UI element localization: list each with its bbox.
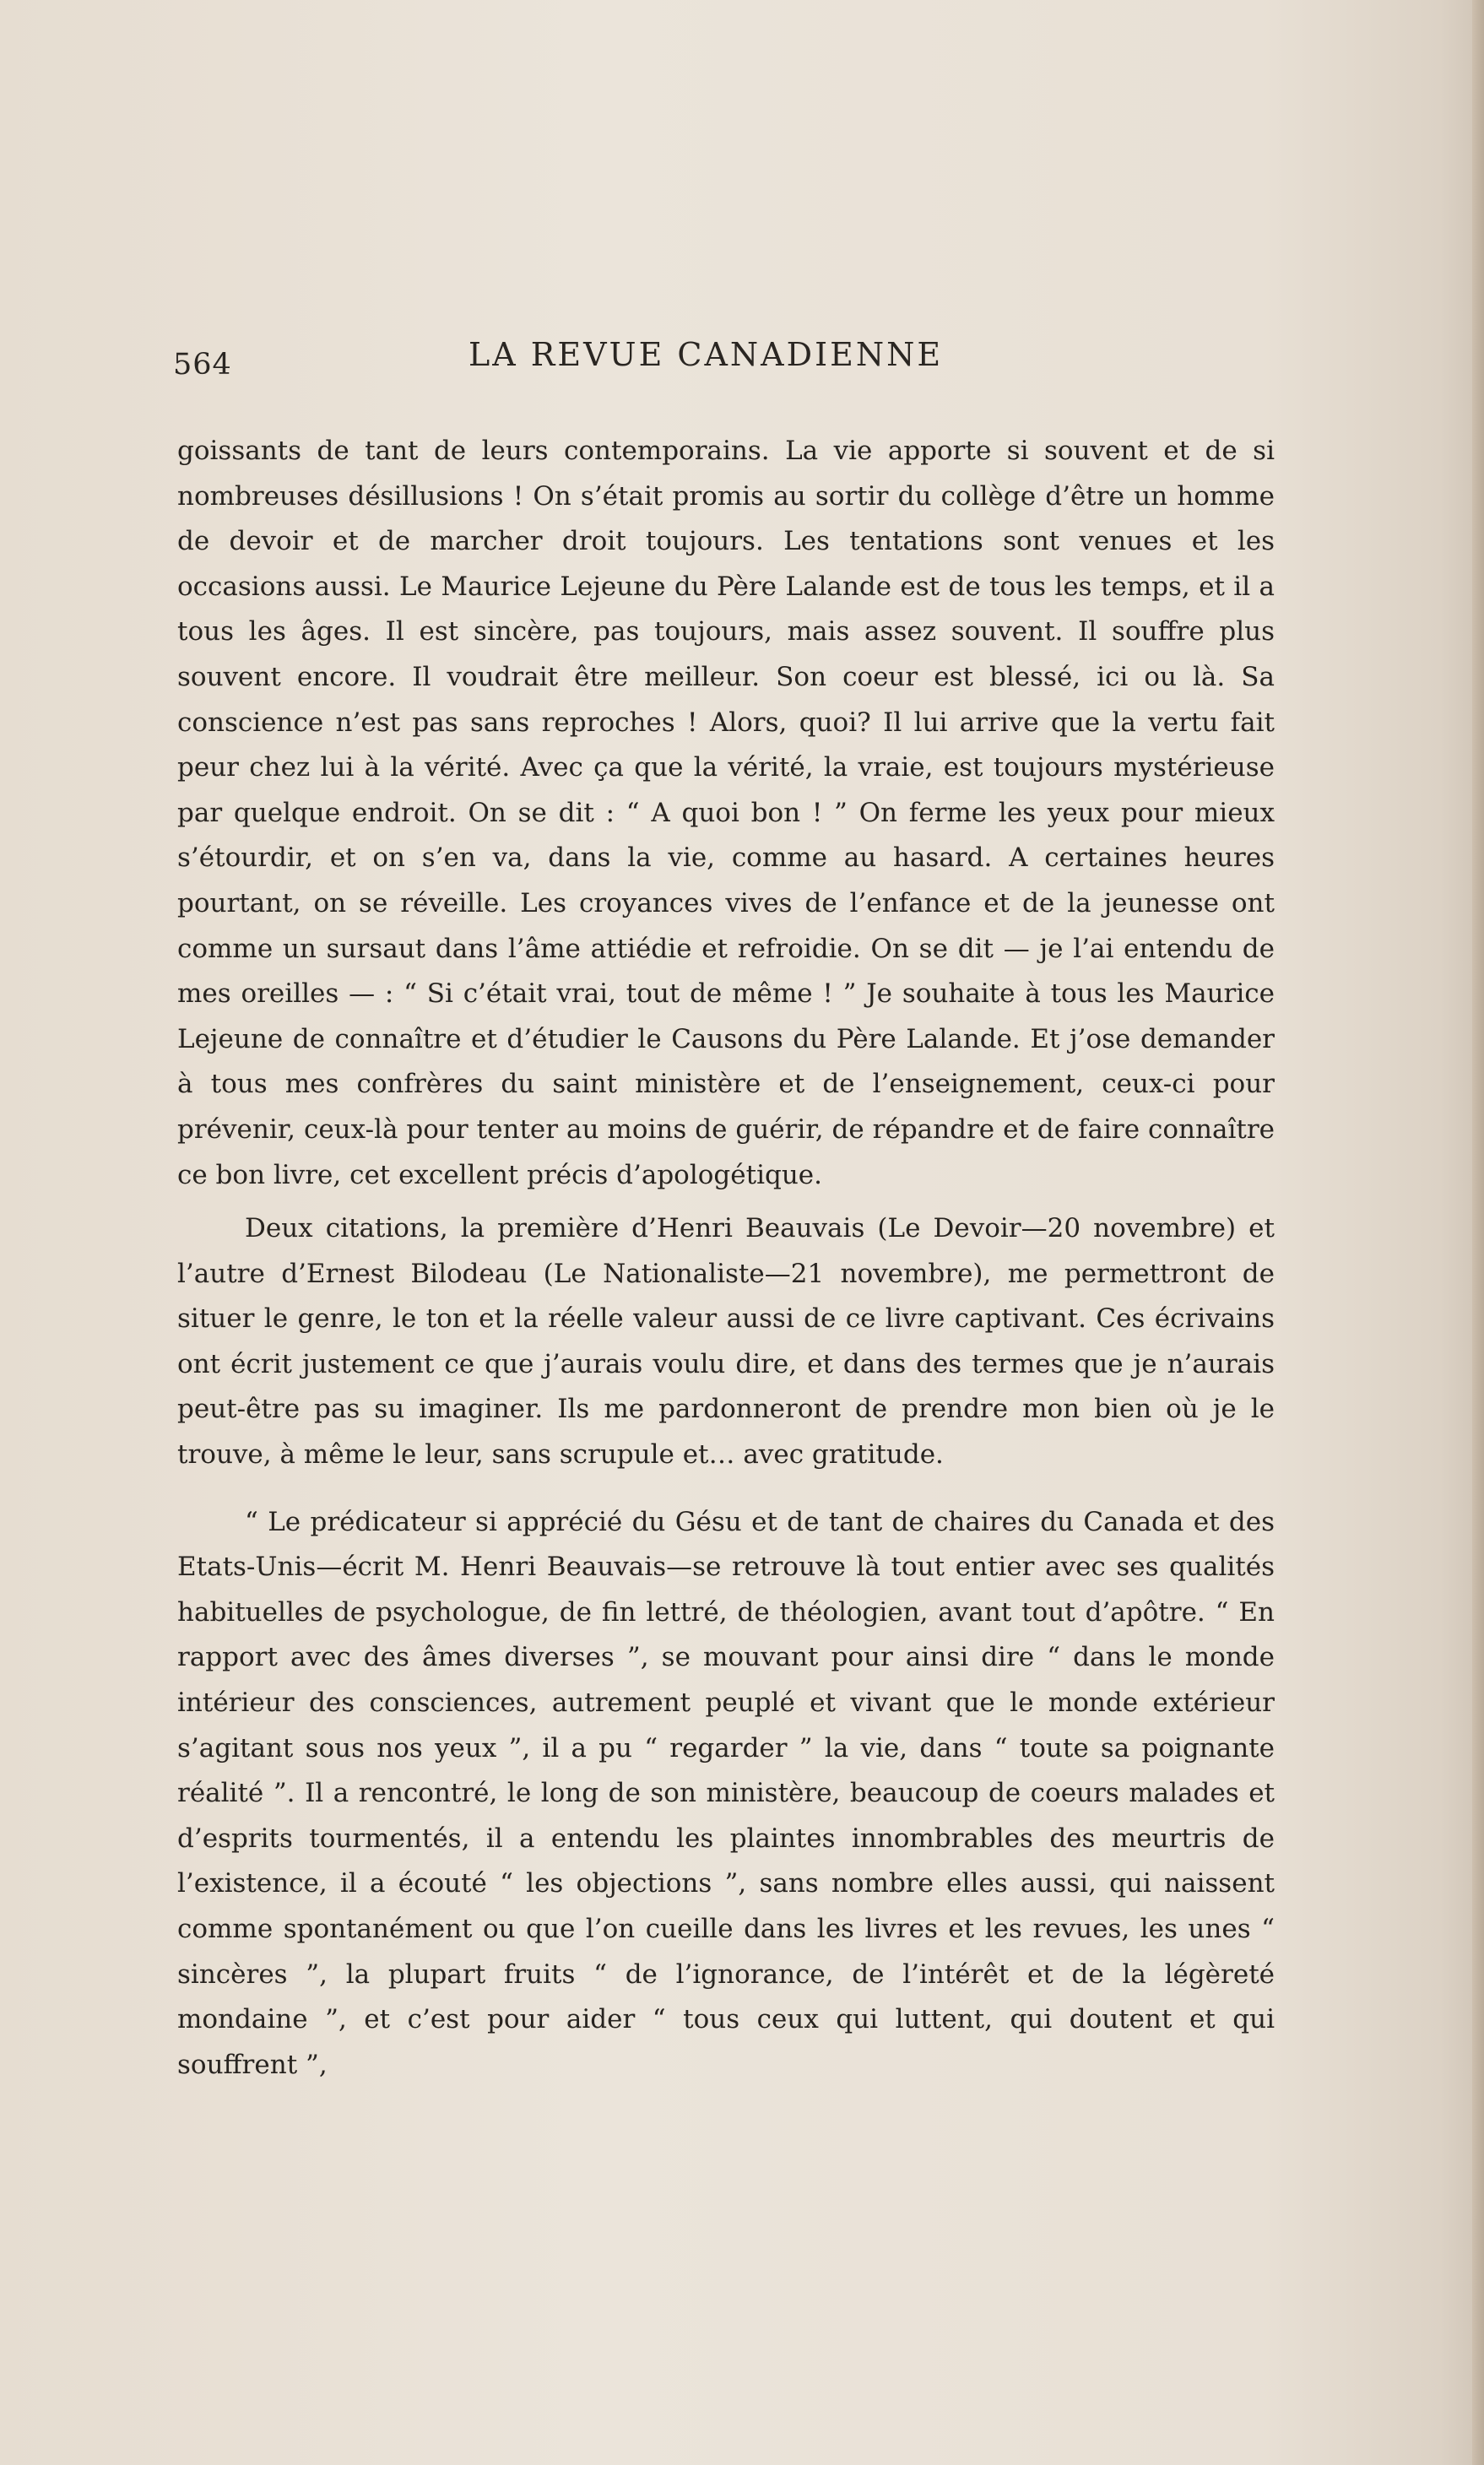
paragraph-continuation: goissants de tant de leurs contemporains. La vie apporte si souvent et de si nombreuses désillusions ! On s’était promis au sortir du collège d’être un homme de devoir et de marcher droit toujours. Les tentations sont venues et les occasions aussi. Le Maurice Lejeune du Père Lalande est de tous les temps, et il a tous les âges. Il est sincère, pas toujours, mais assez souvent. Il souffre plus souvent encore. Il voudrait être meilleur. Son coeur est blessé, ici ou là. Sa conscience n’est pas sans reproches ! Alors, quoi? Il lui arrive que la vertu fait peur chez lui à la vérité. Avec ça que la vérité, la vraie, est toujours mystérieuse par quelque endroit. On se dit : “ A quoi bon ! ” On ferme les yeux pour mieux s’étourdir, et on s’en va, dans la vie, comme au hasard. A certaines heures pourtant, on se réveille. Les croyances vives de l’enfance et de la jeunesse ont comme un sursaut dans l’âme attiédie et refroidie. On se dit — je l’ai entendu de mes oreilles — : “ Si c’était vrai, tout de même ! ” Je souhaite à tous les Maurice Lejeune de connaître et d’étudier le Causons du Père Lalande. Et j’ose demander à tous mes confrères du saint ministère et de l’enseignement, ceux-ci pour prévenir, ceux-là pour tenter au moins de guérir, de répandre et de faire connaître ce bon livre, cet excellent précis d’apologétique.	[177, 436, 1275, 1190]
paragraph-beauvais-quote: “ Le prédicateur si apprécié du Gésu et de tant de chaires du Canada et des Etats-Unis—écrit M. Henri Beauvais—se retrouve là tout entier avec ses qualités habituelles de psychologue, de fin lettré, de théologien, avant tout d’apôtre. “ En rapport avec des âmes diverses ”, se mouvant pour ainsi dire “ dans le monde intérieur des consciences, autrement peuplé et vivant que le monde extérieur s’agitant sous nos yeux ”, il a pu “ regarder ” la vie, dans “ toute sa poignante réalité ”. Il a rencontré, le long de son ministère, beaucoup de coeurs malades et d’esprits tourmentés, il a entendu les plaintes innombrables des meurtris de l’existence, il a écouté “ les objections ”, sans nombre elles aussi, qui naissent comme spontanément ou que l’on cueille dans les livres et les revues, les unes “ sincères ”, la plupart fruits “ de l’ignorance, de l’intérêt et de la légèreté mondaine ”, et c’est pour aider “ tous ceux qui luttent, qui doutent et qui souffrent ”,	[177, 1506, 1275, 2080]
body-text	[177, 429, 1275, 2088]
page-edge	[1472, 0, 1484, 2465]
page-header	[173, 329, 1296, 397]
page-number: 564	[173, 348, 232, 382]
paragraph-citations: Deux citations, la première d’Henri Beauvais (Le Devoir—20 novembre) et l’autre d’Ernest Bilodeau (Le Nationaliste—21 novembre), me permettront de situer le genre, le ton et la réelle valeur aussi de ce livre captivant. Ces écrivains ont écrit justement ce que j’aurais voulu dire, et dans des termes que je n’aurais peut-être pas su imaginer. Ils me pardonneront de prendre mon bien où je le trouve, à même le leur, sans scrupule et… avec gratitude.	[177, 1213, 1275, 1471]
running-title: LA REVUE CANADIENNE	[468, 336, 944, 373]
